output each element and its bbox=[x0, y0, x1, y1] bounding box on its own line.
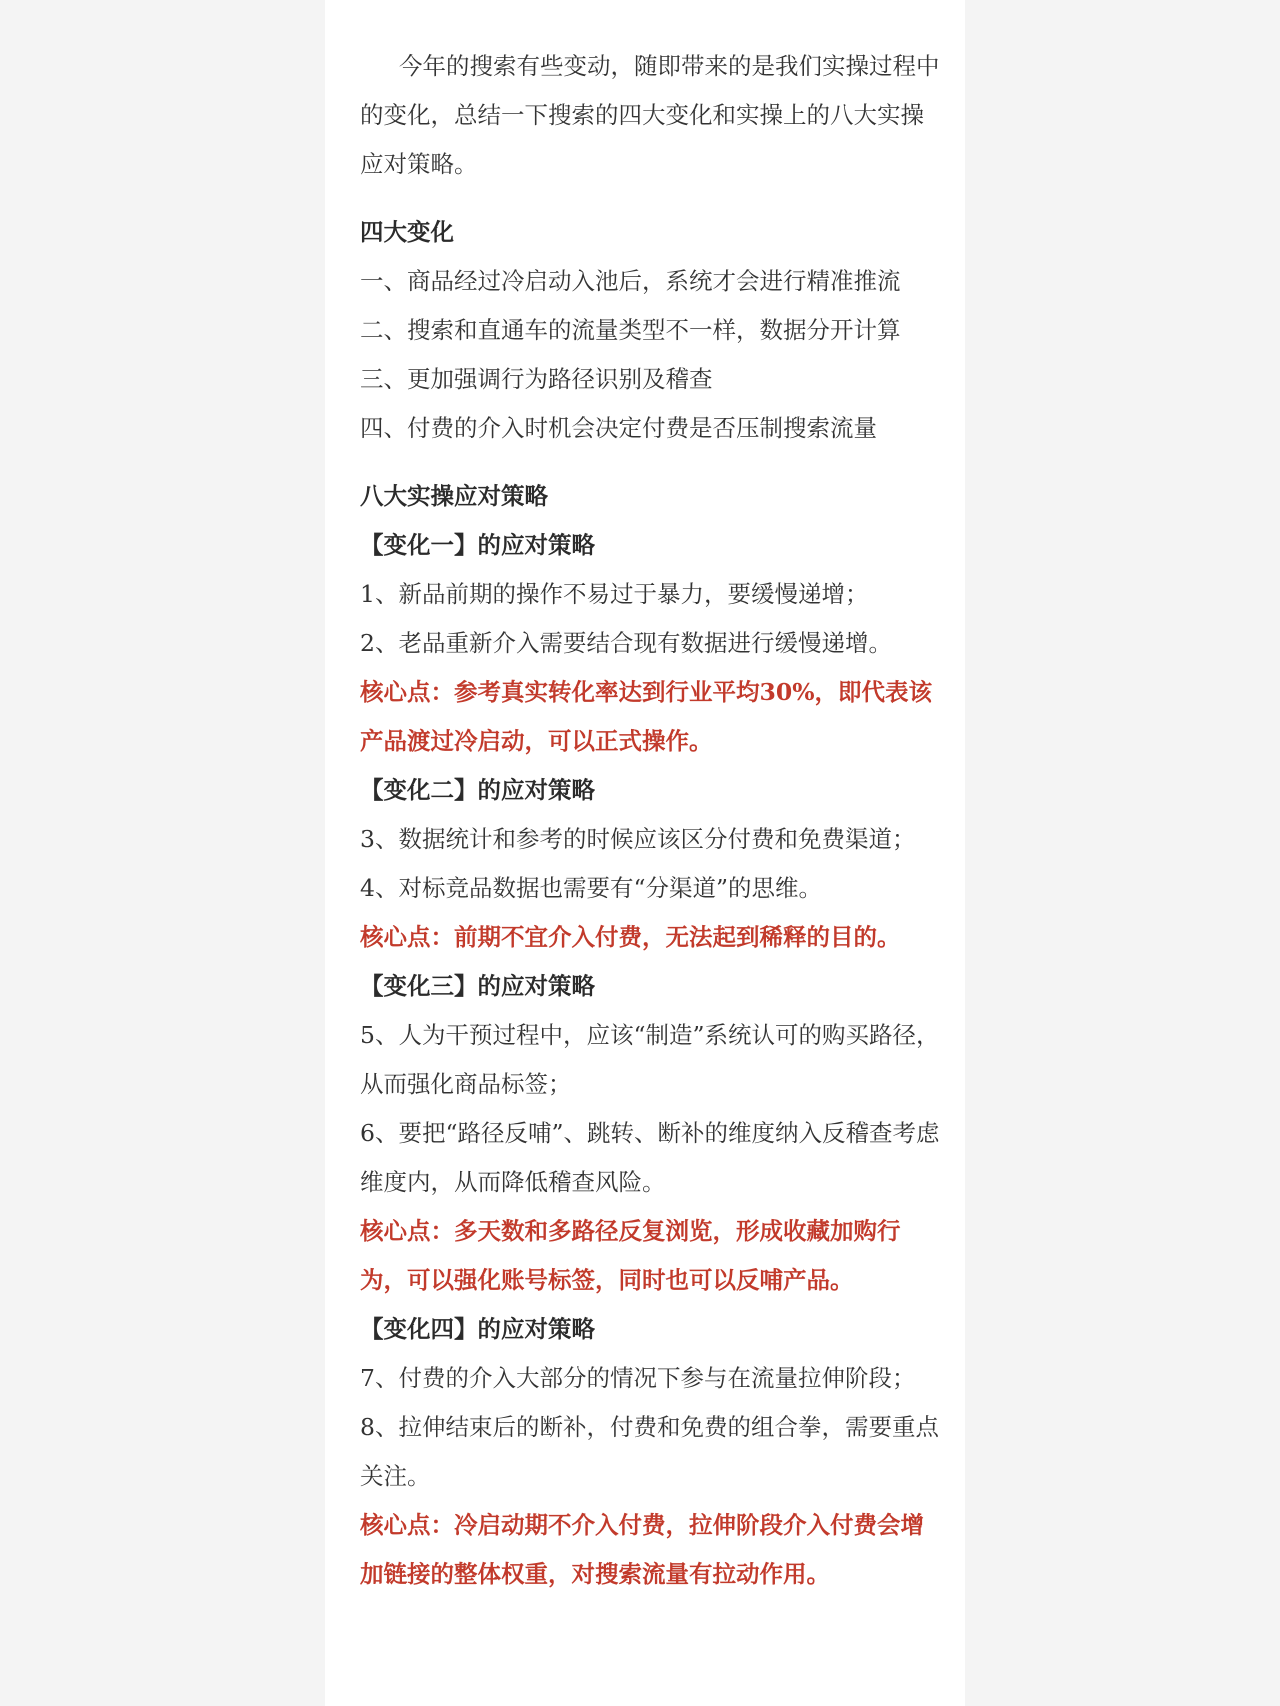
change-item: 四、付费的介入时机会决定付费是否压制搜索流量 bbox=[360, 414, 877, 442]
article-content bbox=[360, 42, 940, 1599]
spacer bbox=[360, 189, 940, 208]
strategy-item: 4、对标竞品数据也需要有“分渠道”的思维。 bbox=[360, 874, 822, 902]
intro-paragraph: 今年的搜索有些变动，随即带来的是我们实操过程中的变化，总结一下搜索的四大变化和实操上的八大实操应对策略。 bbox=[360, 52, 940, 178]
strategy-group-title: 【变化二】的应对策略 bbox=[360, 776, 595, 804]
strategy-item: 2、老品重新介入需要结合现有数据进行缓慢递增。 bbox=[360, 629, 892, 657]
core-point: 核心点：多天数和多路径反复浏览，形成收藏加购行为，可以强化账号标签，同时也可以反哺产品。 bbox=[360, 1217, 901, 1294]
strategy-group-title: 【变化三】的应对策略 bbox=[360, 972, 595, 1000]
spacer bbox=[360, 453, 940, 472]
section-heading-changes: 四大变化 bbox=[360, 218, 454, 246]
strategy-group-title: 【变化一】的应对策略 bbox=[360, 531, 595, 559]
change-item: 一、商品经过冷启动入池后，系统才会进行精准推流 bbox=[360, 267, 901, 295]
strategy-item: 5、人为干预过程中，应该“制造”系统认可的购买路径，从而强化商品标签； bbox=[360, 1021, 940, 1098]
strategy-item: 8、拉伸结束后的断补，付费和免费的组合拳，需要重点关注。 bbox=[360, 1413, 939, 1490]
strategy-item: 7、付费的介入大部分的情况下参与在流量拉伸阶段； bbox=[360, 1364, 916, 1392]
core-point: 核心点：前期不宜介入付费，无法起到稀释的目的。 bbox=[360, 923, 901, 951]
strategy-item: 6、要把“路径反哺”、跳转、断补的维度纳入反稽查考虑维度内，从而降低稽查风险。 bbox=[360, 1119, 940, 1196]
change-item: 三、更加强调行为路径识别及稽查 bbox=[360, 365, 713, 393]
core-point: 核心点：冷启动期不介入付费，拉伸阶段介入付费会增加链接的整体权重，对搜索流量有拉动作用。 bbox=[360, 1511, 924, 1588]
article-page bbox=[325, 0, 965, 1706]
core-point: 核心点：参考真实转化率达到行业平均30%，即代表该产品渡过冷启动，可以正式操作。 bbox=[360, 678, 933, 755]
strategy-item: 1、新品前期的操作不易过于暴力，要缓慢递增； bbox=[360, 580, 869, 608]
section-heading-strategies: 八大实操应对策略 bbox=[360, 482, 548, 510]
strategy-group-title: 【变化四】的应对策略 bbox=[360, 1315, 595, 1343]
change-item: 二、搜索和直通车的流量类型不一样，数据分开计算 bbox=[360, 316, 901, 344]
strategy-item: 3、数据统计和参考的时候应该区分付费和免费渠道； bbox=[360, 825, 916, 853]
